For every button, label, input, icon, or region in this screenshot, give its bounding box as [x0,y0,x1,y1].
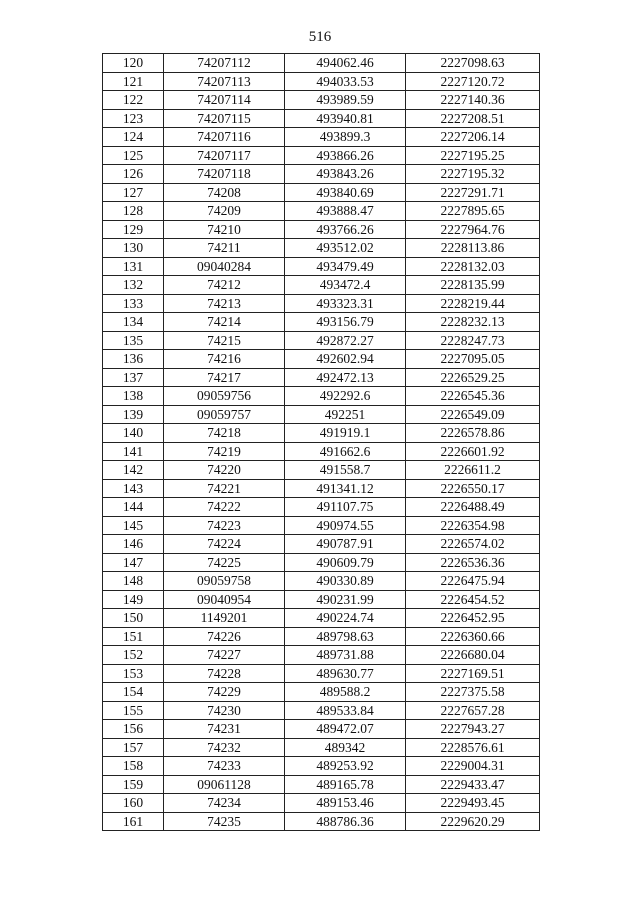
x-coordinate-cell: 489588.2 [285,683,406,702]
table-row [103,794,540,813]
x-coordinate-cell: 491662.6 [285,442,406,461]
x-coordinate-cell: 492472.13 [285,368,406,387]
row-number-cell: 136 [103,350,164,369]
y-coordinate-cell: 2227964.76 [406,220,540,239]
row-number-cell: 149 [103,590,164,609]
table-row [103,572,540,591]
point-code-cell: 09059758 [164,572,285,591]
point-code-cell: 74229 [164,683,285,702]
x-coordinate-cell: 489165.78 [285,775,406,794]
x-coordinate-cell: 489153.46 [285,794,406,813]
point-code-cell: 09040284 [164,257,285,276]
table-row [103,646,540,665]
x-coordinate-cell: 492602.94 [285,350,406,369]
coordinates-table [102,53,540,831]
table-row [103,387,540,406]
table-row [103,535,540,554]
y-coordinate-cell: 2227169.51 [406,664,540,683]
row-number-cell: 140 [103,424,164,443]
x-coordinate-cell: 491558.7 [285,461,406,480]
x-coordinate-cell: 491107.75 [285,498,406,517]
point-code-cell: 74217 [164,368,285,387]
y-coordinate-cell: 2226601.92 [406,442,540,461]
y-coordinate-cell: 2226475.94 [406,572,540,591]
x-coordinate-cell: 493512.02 [285,239,406,258]
x-coordinate-cell: 493472.4 [285,276,406,295]
y-coordinate-cell: 2226550.17 [406,479,540,498]
row-number-cell: 148 [103,572,164,591]
y-coordinate-cell: 2228135.99 [406,276,540,295]
x-coordinate-cell: 488786.36 [285,812,406,831]
y-coordinate-cell: 2227120.72 [406,72,540,91]
row-number-cell: 134 [103,313,164,332]
table-row [103,405,540,424]
row-number-cell: 126 [103,165,164,184]
row-number-cell: 130 [103,239,164,258]
table-row [103,812,540,831]
y-coordinate-cell: 2228219.44 [406,294,540,313]
row-number-cell: 137 [103,368,164,387]
y-coordinate-cell: 2227943.27 [406,720,540,739]
table-row [103,294,540,313]
point-code-cell: 09059756 [164,387,285,406]
y-coordinate-cell: 2229004.31 [406,757,540,776]
y-coordinate-cell: 2227095.05 [406,350,540,369]
y-coordinate-cell: 2226529.25 [406,368,540,387]
row-number-cell: 129 [103,220,164,239]
x-coordinate-cell: 493866.26 [285,146,406,165]
point-code-cell: 74210 [164,220,285,239]
x-coordinate-cell: 489731.88 [285,646,406,665]
point-code-cell: 74207117 [164,146,285,165]
row-number-cell: 153 [103,664,164,683]
point-code-cell: 09061128 [164,775,285,794]
row-number-cell: 122 [103,91,164,110]
x-coordinate-cell: 491919.1 [285,424,406,443]
point-code-cell: 74224 [164,535,285,554]
row-number-cell: 158 [103,757,164,776]
y-coordinate-cell: 2226452.95 [406,609,540,628]
table-row [103,553,540,572]
table-row [103,757,540,776]
x-coordinate-cell: 493766.26 [285,220,406,239]
table-row [103,165,540,184]
point-code-cell: 74216 [164,350,285,369]
point-code-cell: 74207112 [164,54,285,73]
row-number-cell: 150 [103,609,164,628]
point-code-cell: 74231 [164,720,285,739]
row-number-cell: 141 [103,442,164,461]
row-number-cell: 142 [103,461,164,480]
x-coordinate-cell: 493899.3 [285,128,406,147]
point-code-cell: 74232 [164,738,285,757]
point-code-cell: 74215 [164,331,285,350]
point-code-cell: 74222 [164,498,285,517]
x-coordinate-cell: 492872.27 [285,331,406,350]
row-number-cell: 123 [103,109,164,128]
y-coordinate-cell: 2229493.45 [406,794,540,813]
point-code-cell: 74220 [164,461,285,480]
x-coordinate-cell: 489472.07 [285,720,406,739]
point-code-cell: 74223 [164,516,285,535]
table-row [103,461,540,480]
row-number-cell: 144 [103,498,164,517]
y-coordinate-cell: 2226488.49 [406,498,540,517]
y-coordinate-cell: 2227195.25 [406,146,540,165]
x-coordinate-cell: 494062.46 [285,54,406,73]
x-coordinate-cell: 490231.99 [285,590,406,609]
x-coordinate-cell: 492251 [285,405,406,424]
table-row [103,202,540,221]
point-code-cell: 74234 [164,794,285,813]
point-code-cell: 74213 [164,294,285,313]
y-coordinate-cell: 2227098.63 [406,54,540,73]
y-coordinate-cell: 2226360.66 [406,627,540,646]
row-number-cell: 159 [103,775,164,794]
table-row [103,368,540,387]
y-coordinate-cell: 2226574.02 [406,535,540,554]
table-row [103,720,540,739]
table-row [103,683,540,702]
table-row [103,72,540,91]
table-row [103,424,540,443]
table-row [103,442,540,461]
row-number-cell: 145 [103,516,164,535]
y-coordinate-cell: 2226549.09 [406,405,540,424]
table-row [103,590,540,609]
x-coordinate-cell: 489630.77 [285,664,406,683]
row-number-cell: 146 [103,535,164,554]
y-coordinate-cell: 2228576.61 [406,738,540,757]
row-number-cell: 128 [103,202,164,221]
x-coordinate-cell: 490224.74 [285,609,406,628]
point-code-cell: 74221 [164,479,285,498]
point-code-cell: 74235 [164,812,285,831]
row-number-cell: 135 [103,331,164,350]
row-number-cell: 133 [103,294,164,313]
table-row [103,91,540,110]
row-number-cell: 131 [103,257,164,276]
x-coordinate-cell: 489253.92 [285,757,406,776]
table-row [103,54,540,73]
point-code-cell: 09040954 [164,590,285,609]
table-row [103,350,540,369]
y-coordinate-cell: 2227140.36 [406,91,540,110]
table-row [103,239,540,258]
x-coordinate-cell: 492292.6 [285,387,406,406]
row-number-cell: 152 [103,646,164,665]
table-row [103,128,540,147]
coordinates-table-body [103,54,540,831]
y-coordinate-cell: 2228232.13 [406,313,540,332]
row-number-cell: 121 [103,72,164,91]
table-row [103,738,540,757]
y-coordinate-cell: 2226536.36 [406,553,540,572]
row-number-cell: 139 [103,405,164,424]
y-coordinate-cell: 2226354.98 [406,516,540,535]
row-number-cell: 160 [103,794,164,813]
x-coordinate-cell: 490974.55 [285,516,406,535]
row-number-cell: 138 [103,387,164,406]
table-row [103,627,540,646]
point-code-cell: 74230 [164,701,285,720]
table-row [103,775,540,794]
row-number-cell: 151 [103,627,164,646]
point-code-cell: 74218 [164,424,285,443]
table-row [103,109,540,128]
x-coordinate-cell: 491341.12 [285,479,406,498]
x-coordinate-cell: 493156.79 [285,313,406,332]
row-number-cell: 127 [103,183,164,202]
y-coordinate-cell: 2227291.71 [406,183,540,202]
x-coordinate-cell: 493940.81 [285,109,406,128]
y-coordinate-cell: 2226545.36 [406,387,540,406]
point-code-cell: 74211 [164,239,285,258]
y-coordinate-cell: 2227206.14 [406,128,540,147]
point-code-cell: 74233 [164,757,285,776]
point-code-cell: 74228 [164,664,285,683]
x-coordinate-cell: 494033.53 [285,72,406,91]
point-code-cell: 74207113 [164,72,285,91]
table-row [103,276,540,295]
y-coordinate-cell: 2227657.28 [406,701,540,720]
point-code-cell: 74207116 [164,128,285,147]
y-coordinate-cell: 2228132.03 [406,257,540,276]
point-code-cell: 74207114 [164,91,285,110]
x-coordinate-cell: 489798.63 [285,627,406,646]
point-code-cell: 74227 [164,646,285,665]
row-number-cell: 154 [103,683,164,702]
point-code-cell: 09059757 [164,405,285,424]
row-number-cell: 120 [103,54,164,73]
y-coordinate-cell: 2229433.47 [406,775,540,794]
point-code-cell: 74208 [164,183,285,202]
x-coordinate-cell: 493323.31 [285,294,406,313]
x-coordinate-cell: 490609.79 [285,553,406,572]
x-coordinate-cell: 489342 [285,738,406,757]
y-coordinate-cell: 2228247.73 [406,331,540,350]
x-coordinate-cell: 493840.69 [285,183,406,202]
point-code-cell: 1149201 [164,609,285,628]
y-coordinate-cell: 2227375.58 [406,683,540,702]
x-coordinate-cell: 493843.26 [285,165,406,184]
table-row [103,664,540,683]
table-row [103,313,540,332]
page-number: 516 [308,29,332,45]
point-code-cell: 74219 [164,442,285,461]
x-coordinate-cell: 493989.59 [285,91,406,110]
row-number-cell: 147 [103,553,164,572]
point-code-cell: 74207115 [164,109,285,128]
y-coordinate-cell: 2229620.29 [406,812,540,831]
y-coordinate-cell: 2227895.65 [406,202,540,221]
point-code-cell: 74214 [164,313,285,332]
row-number-cell: 132 [103,276,164,295]
y-coordinate-cell: 2226680.04 [406,646,540,665]
row-number-cell: 143 [103,479,164,498]
x-coordinate-cell: 493888.47 [285,202,406,221]
table-row [103,331,540,350]
table-row [103,516,540,535]
table-row [103,609,540,628]
table-row [103,479,540,498]
point-code-cell: 74225 [164,553,285,572]
table-row [103,701,540,720]
row-number-cell: 156 [103,720,164,739]
point-code-cell: 74207118 [164,165,285,184]
table-row [103,146,540,165]
y-coordinate-cell: 2226611.2 [406,461,540,480]
y-coordinate-cell: 2226454.52 [406,590,540,609]
y-coordinate-cell: 2227195.32 [406,165,540,184]
x-coordinate-cell: 490330.89 [285,572,406,591]
table-row [103,183,540,202]
y-coordinate-cell: 2228113.86 [406,239,540,258]
point-code-cell: 74226 [164,627,285,646]
table-row [103,498,540,517]
point-code-cell: 74209 [164,202,285,221]
point-code-cell: 74212 [164,276,285,295]
row-number-cell: 161 [103,812,164,831]
y-coordinate-cell: 2227208.51 [406,109,540,128]
x-coordinate-cell: 493479.49 [285,257,406,276]
x-coordinate-cell: 489533.84 [285,701,406,720]
table-row [103,220,540,239]
row-number-cell: 157 [103,738,164,757]
x-coordinate-cell: 490787.91 [285,535,406,554]
row-number-cell: 124 [103,128,164,147]
row-number-cell: 155 [103,701,164,720]
table-row [103,257,540,276]
row-number-cell: 125 [103,146,164,165]
y-coordinate-cell: 2226578.86 [406,424,540,443]
